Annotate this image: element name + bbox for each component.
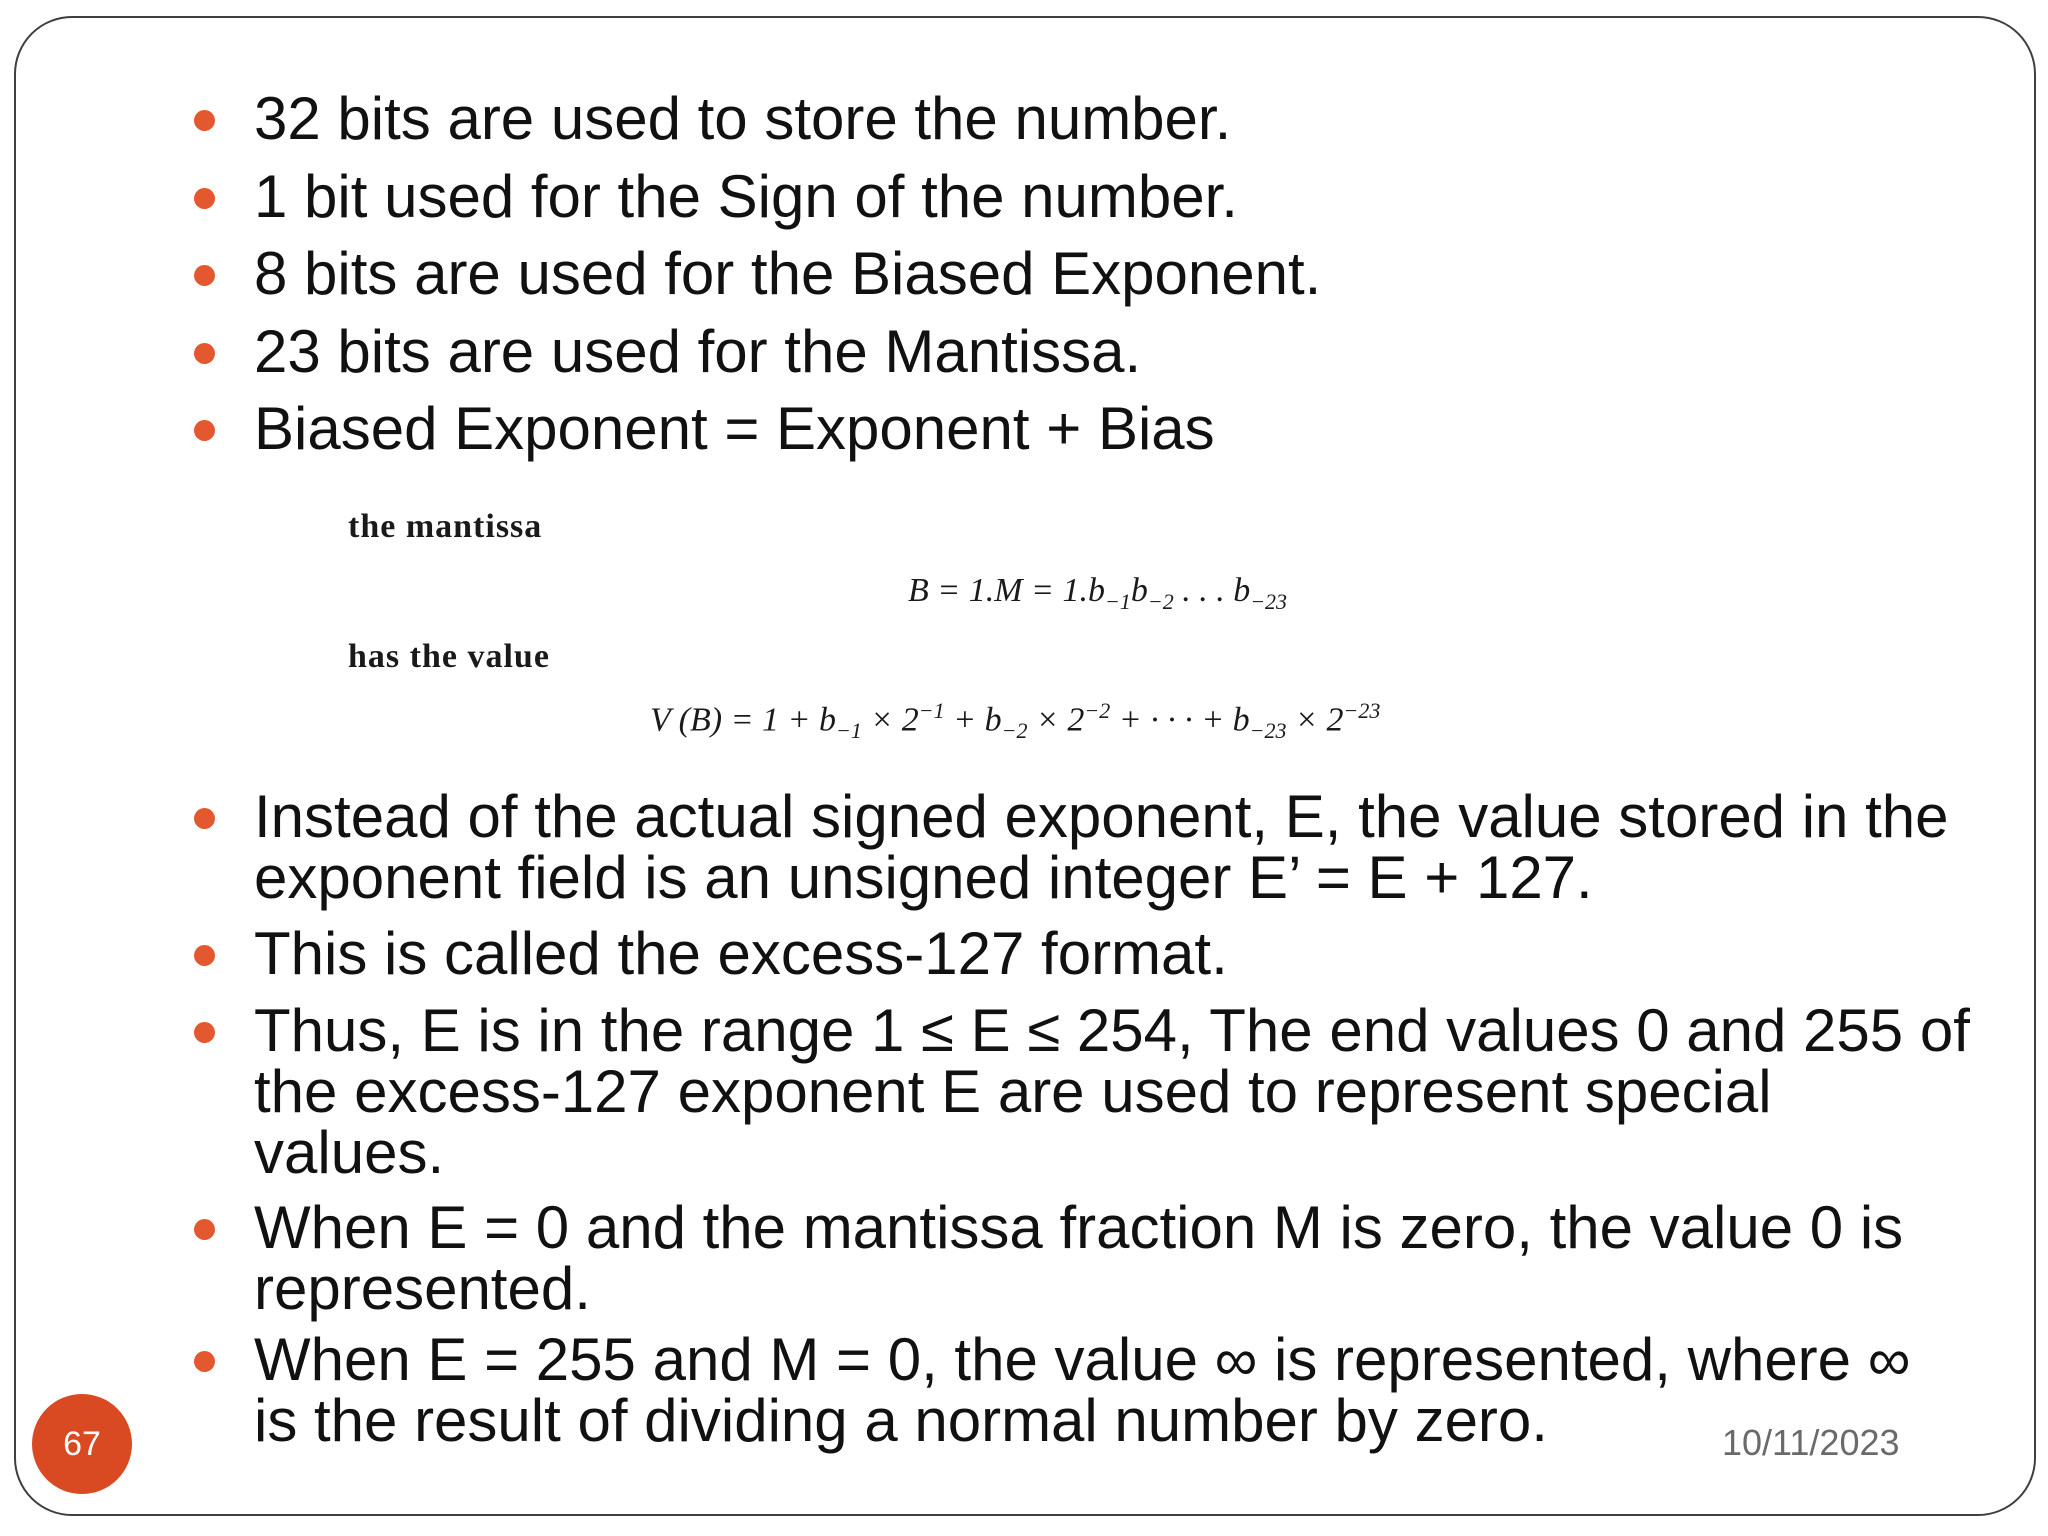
bullet-dot-icon	[194, 1219, 215, 1240]
bullet-dot-icon	[194, 265, 215, 286]
formula-part: . . . b	[1173, 572, 1251, 609]
bullet-dot-icon	[194, 343, 215, 364]
bullet-text: Thus, E is in the range 1 ≤ E ≤ 254, The end values 0 and 255 of the excess-127 exponent E are used to represent special values.	[254, 997, 1970, 1186]
formula-part: + · · · + b	[1110, 701, 1250, 739]
bullet-item	[190, 783, 1970, 923]
bullet-item	[190, 997, 1970, 1197]
bullet-text: When E = 255 and M = 0, the value ∞ is represented, where ∞ is the result of dividing a normal number by zero.	[254, 1326, 1911, 1454]
formula-subscript: −1	[1104, 588, 1131, 614]
bullet-text: 1 bit used for the Sign of the number.	[254, 162, 1238, 230]
bullet-dot-icon	[194, 1022, 215, 1043]
bullet-item	[190, 395, 1970, 476]
bullet-item	[190, 920, 1970, 1000]
bullet-text: 32 bits are used to store the number.	[254, 85, 1232, 152]
bullet-item	[190, 240, 1970, 321]
bullet-dot-icon	[194, 1351, 215, 1372]
slide-date: 10/11/2023	[1722, 1422, 1900, 1463]
formula-part: × 2	[861, 701, 919, 739]
bullet-dot-icon	[194, 420, 215, 441]
formula-part: × 2	[1027, 701, 1085, 739]
formula-subscript: −23	[1249, 718, 1287, 744]
formula-mantissa-equation	[908, 572, 1287, 615]
bullet-item	[190, 1326, 1970, 1466]
bullet-dot-icon	[194, 945, 215, 966]
formula-superscript: −23	[1343, 698, 1381, 723]
bullet-item	[190, 162, 1970, 244]
bullet-item	[190, 317, 1970, 399]
bullet-text: This is called the excess-127 format.	[254, 920, 1228, 987]
bullet-text: When E = 0 and the mantissa fraction M is zero, the value 0 is represented.	[254, 1194, 1904, 1322]
top-bullet-list	[190, 85, 1970, 476]
formula-subscript: −2	[1147, 588, 1174, 614]
bullet-item	[190, 85, 1970, 166]
bullet-item	[190, 1194, 1970, 1329]
formula-part: + b	[944, 701, 1002, 739]
mantissa-formula-image	[330, 500, 1770, 770]
bullet-dot-icon	[194, 110, 215, 131]
bullet-text: 23 bits are used for the Mantissa.	[254, 317, 1142, 385]
bullet-text: 8 bits are used for the Biased Exponent.	[254, 240, 1322, 307]
formula-label-value: has the value	[348, 638, 550, 675]
bottom-bullet-list	[190, 783, 1970, 1466]
bullet-dot-icon	[194, 188, 215, 209]
formula-subscript: −2	[1001, 718, 1028, 744]
bullet-text: Biased Exponent = Exponent + Bias	[254, 395, 1215, 462]
formula-superscript: −2	[1084, 698, 1111, 723]
formula-subscript: −1	[835, 718, 862, 744]
formula-part: × 2	[1286, 701, 1344, 739]
formula-part: B = 1.M = 1.b	[908, 572, 1105, 609]
formula-part: b	[1130, 572, 1148, 609]
formula-part: V (B) = 1 + b	[650, 701, 836, 739]
formula-label-mantissa: the mantissa	[348, 508, 543, 545]
formula-superscript: −1	[918, 698, 945, 723]
page-number-badge: 67	[32, 1394, 132, 1494]
bullet-text: Instead of the actual signed exponent, E, the value stored in the exponent field is an unsigned integer E’ = E + 127.	[254, 783, 1949, 911]
formula-subscript: −23	[1250, 588, 1288, 614]
formula-value-equation	[650, 698, 1380, 744]
bullet-dot-icon	[194, 808, 215, 829]
